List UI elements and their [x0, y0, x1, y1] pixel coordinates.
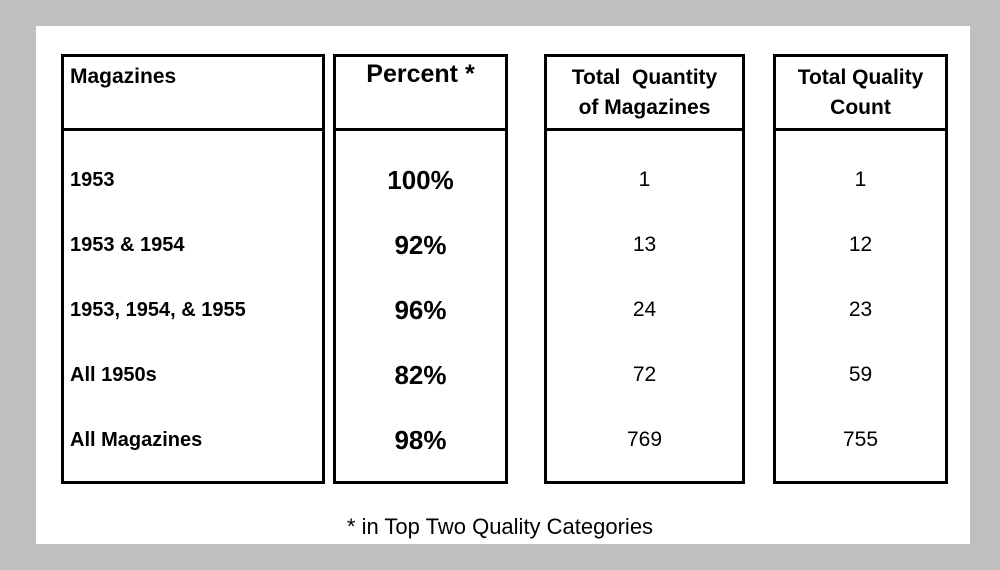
quality-header-line-2: Count [830, 95, 891, 119]
row-label: 1953 & 1954 [70, 234, 185, 256]
quality-value: 1 [854, 168, 867, 191]
percent-value: 96% [394, 295, 447, 325]
percent-value: 100% [387, 165, 454, 195]
percent-header-text: Percent * [366, 60, 475, 88]
quantity-header-line-2: of Magazines [578, 95, 711, 119]
quality-value: 755 [842, 428, 879, 451]
quantity-value: 1 [638, 168, 651, 191]
row-label: 1953 [70, 169, 115, 191]
percent-value: 98% [394, 425, 447, 455]
quality-column-header [776, 57, 945, 131]
quality-header-line-1: Total Quality [797, 65, 924, 89]
footnote: * in Top Two Quality Categories [346, 514, 654, 539]
row-label: 1953, 1954, & 1955 [70, 299, 246, 321]
magazines-column-header [64, 57, 322, 131]
percent-column-header [336, 57, 505, 131]
magazines-header-text: Magazines [70, 65, 177, 88]
percent-value: 92% [394, 230, 447, 260]
quantity-value: 13 [632, 233, 657, 256]
row-label: All 1950s [70, 364, 157, 386]
quality-column [773, 54, 948, 484]
quantity-value: 72 [632, 363, 657, 386]
quantity-value: 769 [626, 428, 663, 451]
percent-column [333, 54, 508, 484]
quantity-column-header [547, 57, 742, 131]
quantity-column [544, 54, 745, 484]
quality-value: 12 [848, 233, 873, 256]
quantity-value: 24 [632, 298, 657, 321]
row-label: All Magazines [70, 429, 203, 451]
quality-value: 59 [848, 363, 873, 386]
quantity-header-line-1: Total Quantity [571, 65, 718, 89]
magazines-column [61, 54, 325, 484]
quality-value: 23 [848, 298, 873, 321]
percent-value: 82% [394, 360, 447, 390]
